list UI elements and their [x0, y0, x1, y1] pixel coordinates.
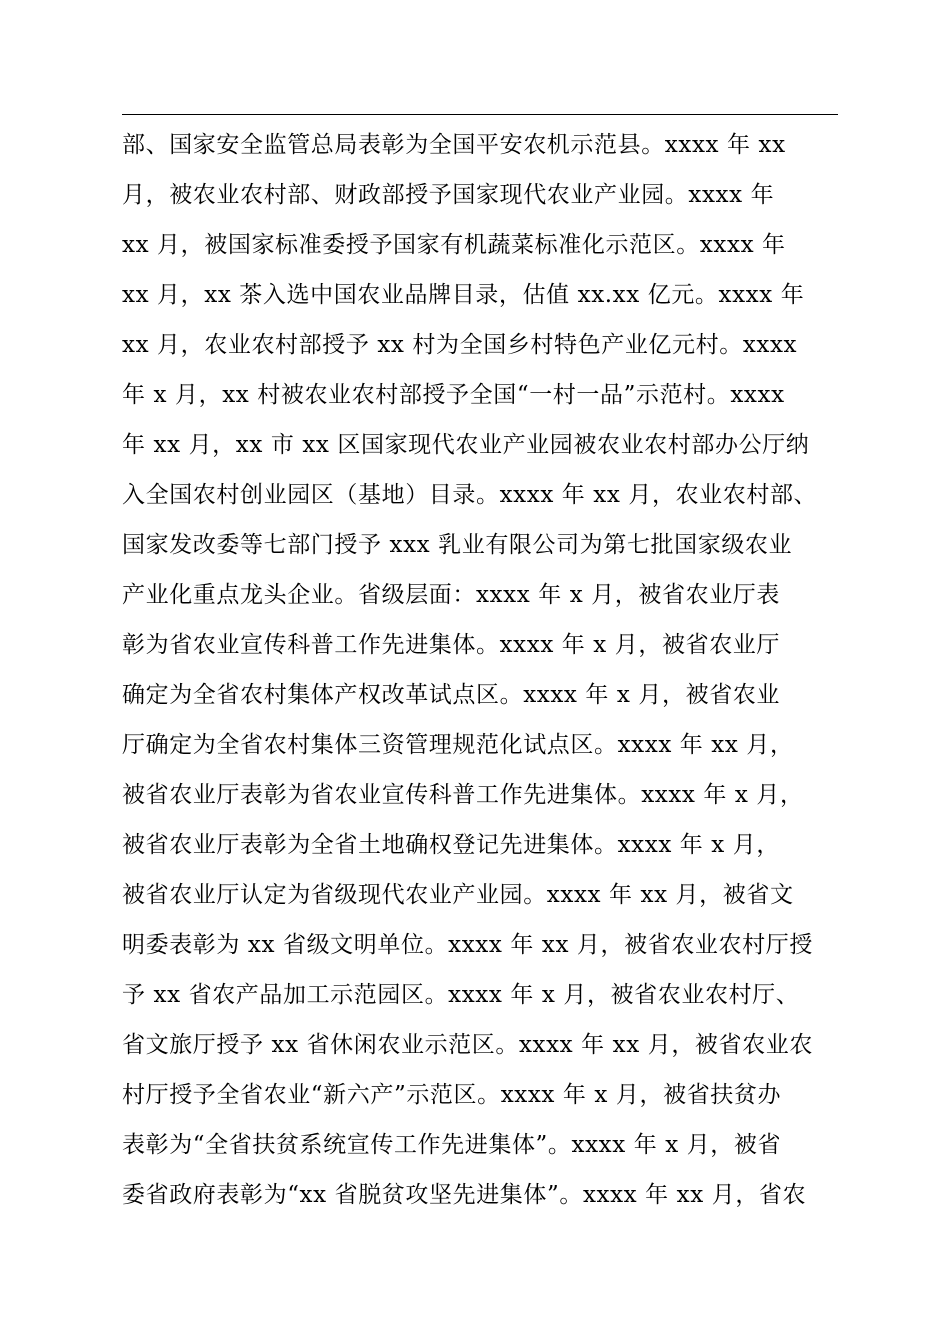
text-line: 产业化重点龙头企业。省级层面：xxxx 年 x 月，被省农业厅表 — [122, 582, 780, 608]
text-line: 彰为省农业宣传科普工作先进集体。xxxx 年 x 月，被省农业厅 — [122, 632, 780, 658]
text-line: 厅确定为全省农村集体三资管理规范化试点区。xxxx 年 xx 月， — [122, 732, 794, 758]
text-line: 入全国农村创业园区（基地）目录。xxxx 年 xx 月，农业农村部、 — [122, 482, 818, 508]
text-line: 明委表彰为 xx 省级文明单位。xxxx 年 xx 月，被省农业农村厅授 — [122, 932, 813, 958]
text-line: xx 月，农业农村部授予 xx 村为全国乡村特色产业亿元村。xxxx — [122, 332, 798, 358]
text-line: 年 x 月，xx 村被农业农村部授予全国“一村一品”示范村。xxxx — [122, 382, 785, 408]
text-line: 表彰为“全省扶贫系统宣传工作先进集体”。xxxx 年 x 月，被省 — [122, 1132, 782, 1158]
text-line: 确定为全省农村集体产权改革试点区。xxxx 年 x 月，被省农业 — [122, 682, 780, 708]
text-line: 国家发改委等七部门授予 xxx 乳业有限公司为第七批国家级农业 — [122, 532, 793, 558]
text-line: 被省农业厅认定为省级现代农业产业园。xxxx 年 xx 月，被省文 — [122, 882, 794, 908]
body-paragraph — [122, 120, 862, 1220]
text-line: 部、国家安全监管总局表彰为全国平安农机示范县。xxxx 年 xx — [122, 132, 786, 158]
text-line: 村厅授予全省农业“新六产”示范区。xxxx 年 x 月，被省扶贫办 — [122, 1082, 782, 1108]
text-line: 被省农业厅表彰为省农业宣传科普工作先进集体。xxxx 年 x 月， — [122, 782, 804, 808]
header-rule — [122, 114, 838, 115]
text-line: 年 xx 月，xx 市 xx 区国家现代农业产业园被农业农村部办公厅纳 — [122, 432, 810, 458]
text-line: 被省农业厅表彰为全省土地确权登记先进集体。xxxx 年 x 月， — [122, 832, 780, 858]
text-line: xx 月，xx 茶入选中国农业品牌目录，估值 xx.xx 亿元。xxxx 年 — [122, 282, 805, 308]
text-line: 予 xx 省农产品加工示范园区。xxxx 年 x 月，被省农业农村厅、 — [122, 982, 800, 1008]
text-line: xx 月，被国家标准委授予国家有机蔬菜标准化示范区。xxxx 年 — [122, 232, 786, 258]
text-line: 月，被农业农村部、财政部授予国家现代农业产业园。xxxx 年 — [122, 182, 775, 208]
text-line: 委省政府表彰为“xx 省脱贫攻坚先进集体”。xxxx 年 xx 月，省农 — [122, 1182, 807, 1208]
text-line: 省文旅厅授予 xx 省休闲农业示范区。xxxx 年 xx 月，被省农业农 — [122, 1032, 813, 1058]
